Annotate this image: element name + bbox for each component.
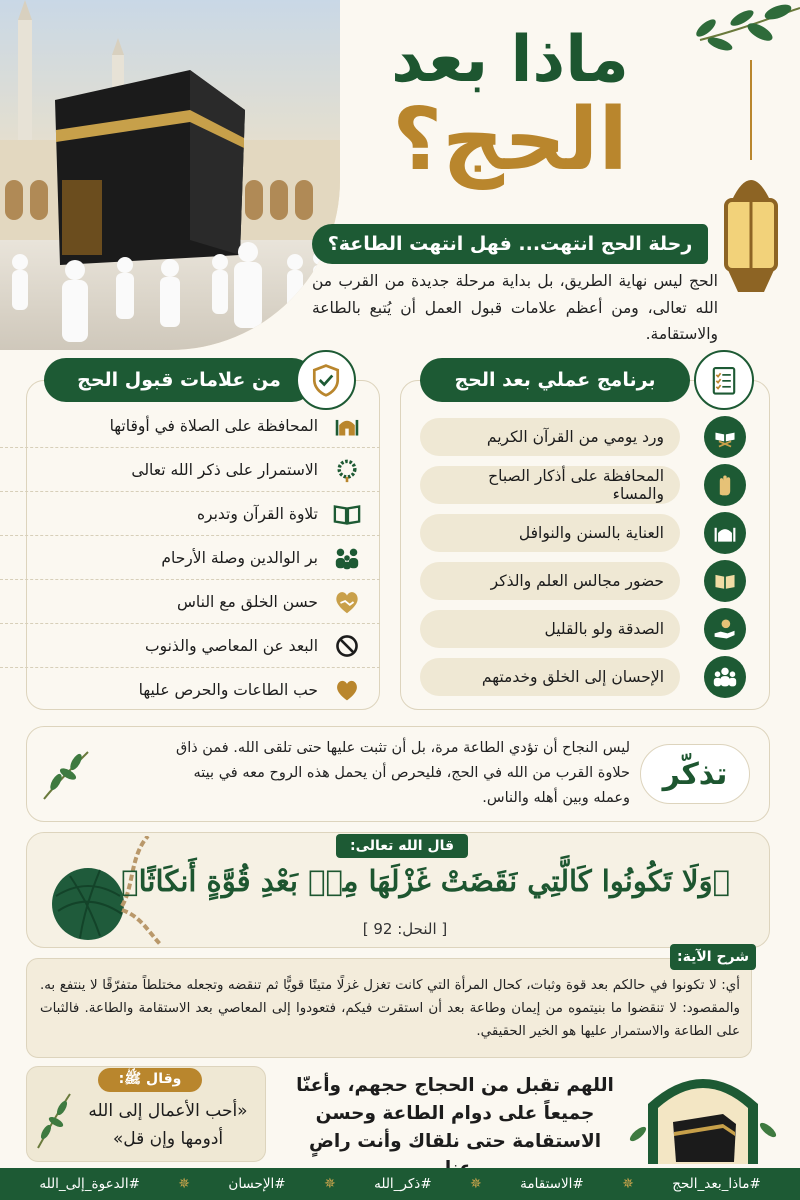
hashtag[interactable]: #الدعوة_إلى_الله — [39, 1176, 140, 1192]
remember-text: ليس النجاح أن تؤدي الطاعة مرة، بل أن تثبت عليها حتى تلقى الله. فمن ذاق حلاوة القرب من الله في الحج، فليحرص أن يحمل هذه الروح معه في بيته وعمله وبين أهله والناس. — [175, 740, 630, 806]
book-icon — [704, 560, 746, 602]
program-item-label: ورد يومي من القرآن الكريم — [486, 428, 664, 446]
leaf-branch-icon — [36, 744, 96, 804]
program-panel-title: برنامج عملي بعد الحج — [420, 358, 690, 402]
program-item — [420, 418, 680, 456]
family-icon — [332, 543, 362, 573]
program-item — [420, 514, 680, 552]
program-item-label: الإحسان إلى الخلق وخدمتهم — [481, 668, 664, 686]
sign-item-label: البعد عن المعاصي والذنوب — [145, 636, 318, 655]
sign-item — [0, 668, 380, 712]
sign-item — [0, 624, 380, 668]
tafsir-text: أي: لا تكونوا في حالكم بعد قوة وثبات، كحال المرأة التي كانت تغزل غزلًا متينًا قويًّا ثم تنقضه وتجعله مختلطاً متفرّقًا لا ينتفع به. والمقصود: لا تنقضوا ما بنيتموه من إيمان وطاعة بعد أن استقرت فيكم، فتعودوا إلى المعاصي بعد الاستقامة والطاعة. فالثبات على الطاعة والاستمرار عليها هو الخير الحقيقي. — [40, 978, 740, 1040]
intro-paragraph: الحج ليس نهاية الطريق، بل بداية مرحلة جديدة من القرب من الله تعالى، ومن أعظم علامات قبول العمل أن يُتبع بالطاعة والاستقامة. — [312, 272, 718, 344]
sign-item — [0, 580, 380, 624]
hashtag[interactable]: #ماذا_بعد_الحج — [672, 1176, 761, 1192]
mosque-icon — [704, 512, 746, 554]
subtitle-banner: رحلة الحج انتهت... فهل انتهت الطاعة؟ — [312, 224, 708, 264]
star-icon: ✵ — [622, 1176, 634, 1192]
hashtag[interactable]: #الإحسان — [228, 1176, 286, 1192]
lantern-icon — [718, 60, 784, 300]
program-item — [420, 658, 680, 696]
sign-item-label: بر الوالدين وصلة الأرحام — [161, 548, 318, 567]
hashtag[interactable]: #ذكر_الله — [374, 1176, 432, 1192]
heart-icon — [332, 675, 362, 705]
kaaba-arch-icon — [628, 1064, 778, 1164]
sign-item-label: الاستمرار على ذكر الله تعالى — [131, 460, 318, 479]
quran-verse: ﴿وَلَا تَكُونُوا كَالَّتِي نَقَضَتْ غَزْلَهَا مِنۢ بَعْدِ قُوَّةٍ أَنكَاثًا﴾ — [121, 864, 730, 898]
program-item — [420, 562, 680, 600]
people-icon — [704, 656, 746, 698]
program-item-label: العناية بالسنن والنوافل — [518, 524, 664, 542]
title-line-2: الحج؟ — [392, 90, 628, 190]
program-item-label: المحافظة على أذكار الصباح والمساء — [488, 467, 664, 503]
sign-item-label: حسن الخلق مع الناس — [177, 592, 318, 611]
sign-item — [0, 492, 380, 536]
program-item — [420, 610, 680, 648]
mosque-icon — [332, 411, 362, 441]
giving-hand-icon — [704, 608, 746, 650]
sign-item-label: تلاوة القرآن وتدبره — [196, 504, 318, 523]
star-icon: ✵ — [178, 1176, 191, 1192]
kaaba-photo — [0, 0, 340, 350]
signs-list — [26, 404, 380, 712]
remember-title: تذكّر — [640, 744, 750, 804]
verse-reference: [ النحل: 92 ] — [362, 920, 448, 938]
hashtag-footer — [0, 1168, 800, 1200]
sign-item-label: المحافظة على الصلاة في أوقاتها — [109, 416, 318, 435]
quran-stand-icon — [704, 416, 746, 458]
star-icon: ✵ — [470, 1176, 482, 1192]
tafsir-label: شرح الآية: — [670, 944, 756, 970]
prayer-beads-icon — [332, 455, 362, 485]
quran-label: قال الله تعالى: — [336, 834, 468, 858]
sign-item — [0, 536, 380, 580]
hashtag[interactable]: #الاستقامة — [520, 1176, 584, 1192]
program-item — [420, 466, 680, 504]
dua-text: اللهم تقبل من الحجاج حجهم، وأعنّا جميعاً على دوام الطاعة وحسن الاستقامة حتى نلقاك وأنت راضٍ — [296, 1075, 614, 1152]
star-icon: ✵ — [323, 1176, 336, 1192]
hadith-label: وقال ﷺ: — [98, 1068, 202, 1092]
checklist-icon — [694, 350, 754, 410]
sign-item-label: حب الطاعات والحرص عليها — [138, 681, 318, 699]
program-item-label: الصدقة ولو بالقليل — [544, 620, 664, 638]
handshake-heart-icon — [332, 587, 362, 617]
program-item-label: حضور مجالس العلم والذكر — [490, 572, 664, 590]
hadith-text: «أحب الأعمال إلى الله أدومها وإن قل» — [88, 1101, 248, 1149]
title-line-1: ماذا بعد — [391, 23, 629, 97]
open-book-icon — [332, 499, 362, 529]
prohibited-icon — [332, 631, 362, 661]
sign-item — [0, 404, 380, 448]
signs-panel-title: من علامات قبول الحج — [44, 358, 314, 402]
shield-check-icon — [296, 350, 356, 410]
leaf-branch-icon — [32, 1090, 76, 1150]
sign-item — [0, 448, 380, 492]
raised-hand-icon — [704, 464, 746, 506]
